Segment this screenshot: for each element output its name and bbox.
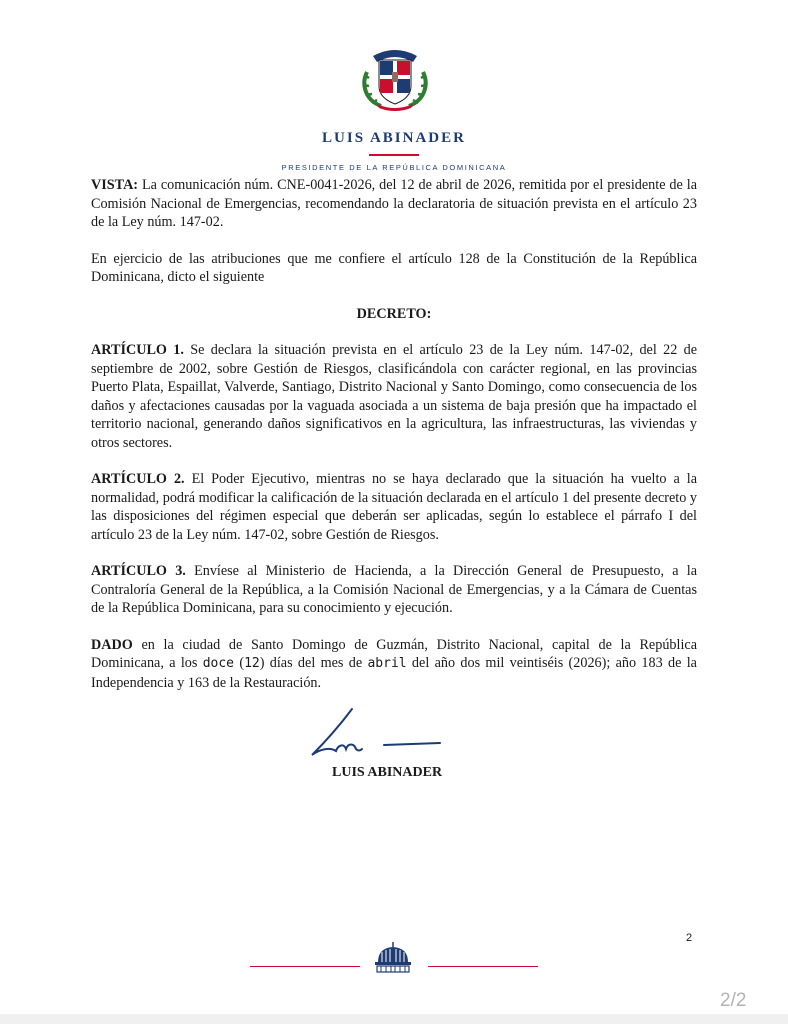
decree-body — [91, 176, 697, 692]
dado-text-1: en la ciudad de Santo Domingo de Guzmán, Distrito Nacional, capital de la República Dominicana, a los — [91, 636, 697, 671]
signer-name: LUIS ABINADER — [332, 765, 443, 780]
article-2 — [91, 470, 697, 544]
article-1 — [91, 341, 697, 452]
article-2-label: ARTÍCULO 2. — [91, 471, 185, 487]
handwritten-signature-icon — [300, 705, 450, 765]
footer-rule-left — [250, 966, 360, 967]
page-counter: 2/2 — [720, 990, 747, 1011]
day-words: doce — [202, 656, 235, 671]
dado-text-2: días del mes de — [269, 655, 368, 671]
vista-paragraph — [91, 176, 697, 232]
palace-dome-icon — [372, 940, 414, 974]
article-1-label: ARTÍCULO 1. — [91, 342, 184, 358]
page-number: 2 — [686, 932, 693, 944]
vista-label: VISTA: — [91, 177, 139, 193]
day-number: 12 — [244, 656, 260, 671]
dado-text-3: del año dos mil veintiséis (2026); año 183 de la Independencia y 163 de la Restauración. — [91, 655, 697, 691]
article-3 — [91, 562, 697, 618]
month-field: abril — [367, 656, 407, 671]
viewer-bottom-bar — [0, 1014, 788, 1024]
article-3-label: ARTÍCULO 3. — [91, 563, 186, 579]
header-role: PRESIDENTE DE LA REPÚBLICA DOMINICANA — [281, 163, 507, 172]
header-red-rule — [369, 154, 419, 156]
article-3-text: Envíese al Ministerio de Hacienda, a la Dirección General de Presupuesto, a la Contraloría General de la República, a la Comisión Nacional de Emergencias, y a la Cámara de Cuentas de la República Dominicana, para su conocimiento y ejecución. — [91, 563, 698, 616]
coat-of-arms-icon — [357, 42, 433, 112]
ejercicio-paragraph: En ejercicio de las atribuciones que me confiere el artículo 128 de la Constitución de la República Dominicana, dicto el siguiente — [91, 250, 697, 285]
vista-text: La comunicación núm. CNE-0041-2026, del 12 de abril de 2026, remitida por el presidente de la Comisión Nacional de Emergencias, recomendando la declaratoria de situación prevista en el artículo 23 de la Ley núm. 147-02. — [91, 177, 697, 230]
decreto-title: DECRETO: — [356, 305, 432, 322]
article-2-text: El Poder Ejecutivo, mientras no se haya declarado que la situación ha vuelto a la normalidad, podrá modificar la calificación de la situación declarada en el artículo 1 del presente decreto y las disposiciones del régimen especial que deberán ser aplicadas, según lo establece el párrafo I del artículo 23 de la Ley núm. 147-02, sobre Gestión de Riesgos. — [91, 471, 698, 543]
dado-paragraph — [91, 636, 697, 693]
footer-rule-right — [428, 966, 538, 967]
paren-open: ( — [234, 655, 245, 671]
paren-close: ) — [259, 655, 270, 671]
header-name: LUIS ABINADER — [322, 130, 466, 146]
article-1-text: Se declara la situación prevista en el artículo 23 de la Ley núm. 147-02, del 22 de septiembre de 2002, sobre Gestión de Riesgos, clasificándola con carácter regional, en las provincias Puerto Plata, Espaillat, Valverde, Santiago, Distrito Nacional y Santo Domingo, como consecuencia de los daños y afectaciones causadas por la vaguada asociada a un sistema de baja presión que ha impactado el territorio nacional, generando daños significativos en la agricultura, las infraestructuras, las viviendas y otros sectores. — [91, 342, 697, 451]
dado-label: DADO — [91, 636, 133, 653]
